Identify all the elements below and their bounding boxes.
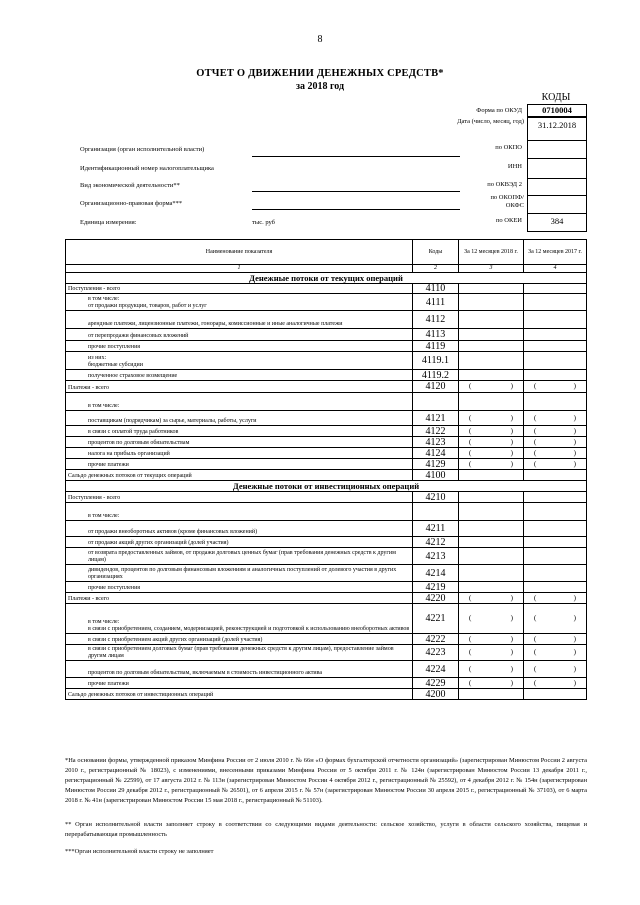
value-2018[interactable]: [459, 437, 524, 448]
row-label: поставщикам (подрядчикам) за сырье, материалы, работы, услуги: [88, 418, 257, 424]
value-2017[interactable]: [524, 565, 587, 582]
row-label: в связи с приобретением акций других организаций (долей участия): [88, 637, 263, 643]
value-2017[interactable]: [524, 661, 587, 678]
activity-field[interactable]: [252, 191, 460, 192]
row-code: 4122: [413, 426, 459, 437]
row-code: 4211: [413, 521, 459, 537]
row-code: 4221: [413, 604, 459, 634]
value-2017[interactable]: [524, 582, 587, 593]
paren-close: ): [573, 664, 576, 673]
table-row: [66, 294, 587, 311]
row-label: в том числе:: [88, 513, 120, 519]
row-label: от перепродажи финансовых вложений: [88, 333, 189, 339]
row-label-cell: [66, 329, 413, 341]
row-label-cell: [66, 341, 413, 352]
row-label: дивидендов, процентов по долговым финансовым вложениям и аналогичных поступлений от долевого участия в других организациях: [88, 567, 397, 580]
row-label-cell: [66, 294, 413, 311]
okpo-label: по ОКПО: [495, 144, 522, 151]
table-row: [66, 437, 587, 448]
row-label-cell: [66, 548, 413, 565]
row-code: 4219: [413, 582, 459, 593]
paren-open: (: [534, 664, 537, 673]
value-2018[interactable]: [459, 329, 524, 341]
row-code: 4220: [413, 593, 459, 604]
value-2017[interactable]: [524, 634, 587, 645]
row-label: от продажи акций других организаций (долей участия): [88, 540, 229, 546]
okopf-value: [528, 196, 586, 214]
table-row: [66, 521, 587, 537]
paren-close: ): [510, 593, 513, 602]
row-label-cell: [66, 411, 413, 426]
value-2017[interactable]: [524, 604, 587, 634]
table-row: [66, 492, 587, 503]
org-field[interactable]: [252, 156, 460, 157]
row-label: Платежи - всего: [68, 596, 109, 602]
row-code: 4100: [413, 470, 459, 481]
row-label: Сальдо денежных потоков от текущих операций: [68, 473, 192, 479]
row-code: 4129: [413, 459, 459, 470]
row-label: в том числе:: [88, 403, 120, 409]
value-2018[interactable]: [459, 426, 524, 437]
okud-value: 0710004: [528, 105, 586, 118]
value-2018[interactable]: [459, 448, 524, 459]
value-2017[interactable]: [524, 645, 587, 661]
value-2018[interactable]: [459, 411, 524, 426]
row-code: 4119.1: [413, 352, 459, 370]
row-code: 4112: [413, 311, 459, 329]
value-2018[interactable]: [459, 352, 524, 370]
row-code: 4212: [413, 537, 459, 548]
paren-open: (: [469, 593, 472, 602]
paren-close: ): [510, 614, 513, 622]
row-sublabel: бюджетные субсидии: [88, 362, 143, 368]
row-label: от продажи внеоборотных активов (кроме финансовых вложений): [88, 529, 258, 535]
row-label-cell: [66, 352, 413, 370]
okei-label: по ОКЕИ: [495, 217, 522, 224]
header-name: Наименование показателя: [66, 240, 413, 265]
paren-close: ): [573, 426, 576, 435]
paren-close: ): [573, 459, 576, 468]
row-label: Сальдо денежных потоков от инвестиционных операций: [68, 692, 214, 698]
row-code: 4223: [413, 645, 459, 661]
paren-open: (: [534, 634, 537, 643]
value-2017[interactable]: [524, 411, 587, 426]
table-row: [66, 311, 587, 329]
table-row: [66, 393, 587, 411]
paren-open: (: [534, 448, 537, 457]
value-2018[interactable]: [459, 393, 524, 411]
row-label-cell: [66, 582, 413, 593]
header-2017: За 12 месяцев 2017 г.: [524, 240, 587, 265]
value-2017[interactable]: [524, 341, 587, 352]
row-code: 4229: [413, 678, 459, 689]
value-2018[interactable]: [459, 311, 524, 329]
value-2017[interactable]: [524, 284, 587, 294]
paren-close: ): [510, 634, 513, 643]
paren-close: ): [510, 459, 513, 468]
row-label: полученное страховое возмещение: [88, 373, 178, 379]
row-code: 4119: [413, 341, 459, 352]
value-2017[interactable]: [524, 503, 587, 521]
report-title: ОТЧЕТ О ДВИЖЕНИИ ДЕНЕЖНЫХ СРЕДСТВ*: [196, 68, 444, 79]
value-2017[interactable]: [524, 678, 587, 689]
paren-open: (: [469, 634, 472, 643]
row-code: [413, 503, 459, 521]
paren-close: ): [510, 382, 513, 390]
paren-open: (: [534, 413, 537, 422]
table-row: [66, 645, 587, 661]
value-2018[interactable]: [459, 503, 524, 521]
inn-label: Идентификационный номер налогоплательщика: [80, 165, 214, 172]
paren-close: ): [573, 437, 576, 446]
table-row: [66, 548, 587, 565]
row-label: Платежи - всего: [68, 385, 109, 391]
paren-close: ): [573, 634, 576, 643]
paren-close: ): [573, 614, 576, 622]
row-label-cell: [66, 393, 413, 411]
value-2018[interactable]: [459, 593, 524, 604]
value-2017[interactable]: [524, 329, 587, 341]
value-2017[interactable]: [524, 448, 587, 459]
row-label: арендные платежи, лицензионные платежи, гонорары, комиссионные и иные аналогичные платежи: [88, 321, 343, 327]
row-label-cell: [66, 661, 413, 678]
row-label-cell: [66, 448, 413, 459]
row-label-cell: [66, 492, 413, 503]
value-2017[interactable]: [524, 459, 587, 470]
paren-close: ): [510, 448, 513, 457]
table-row: [66, 634, 587, 645]
section-investing: Денежные потоки от инвестиционных операций: [66, 481, 587, 492]
row-label-cell: [66, 645, 413, 661]
row-label-cell: [66, 459, 413, 470]
value-2018[interactable]: [459, 294, 524, 311]
row-code: 4111: [413, 294, 459, 311]
paren-open: (: [469, 459, 472, 468]
colnum: 3: [459, 265, 524, 273]
row-code: 4123: [413, 437, 459, 448]
section-operating: Денежные потоки от текущих операций: [66, 273, 587, 284]
paren-close: ): [573, 648, 576, 656]
value-2018[interactable]: [459, 582, 524, 593]
value-2017[interactable]: [524, 593, 587, 604]
row-code: 4121: [413, 411, 459, 426]
okved-label: по ОКВЭД 2: [487, 181, 522, 188]
cash-flow-table: [65, 239, 587, 700]
table-row: [66, 370, 587, 381]
paren-open: (: [534, 648, 537, 656]
row-code: 4119.2: [413, 370, 459, 381]
value-2017[interactable]: [524, 492, 587, 503]
paren-open: (: [534, 459, 537, 468]
paren-close: ): [510, 648, 513, 656]
row-label: из них:: [88, 355, 107, 361]
table-row: [66, 565, 587, 582]
table-row: [66, 426, 587, 437]
row-code: 4224: [413, 661, 459, 678]
paren-close: ): [573, 382, 576, 390]
paren-close: ): [573, 678, 576, 687]
report-subtitle: за 2018 год: [295, 81, 345, 92]
note-2: ** Орган исполнительной власти заполняет строку в соответствии со следующими видами деятельности: сельское хозяйство, услуги в области сельского хозяйства, пищевая и перерабатывающая промышленность: [65, 821, 587, 838]
table-row: [66, 284, 587, 294]
value-2017[interactable]: [524, 521, 587, 537]
paren-close: ): [510, 437, 513, 446]
row-label: процентов по долговым обязательствам: [88, 440, 190, 446]
table-row: [66, 689, 587, 700]
value-2018[interactable]: [459, 548, 524, 565]
colnum: 4: [524, 265, 587, 273]
table-row: [66, 381, 587, 393]
paren-open: (: [469, 382, 472, 390]
value-2018[interactable]: [459, 689, 524, 700]
header-2018: За 12 месяцев 2018 г.: [459, 240, 524, 265]
paren-open: (: [534, 678, 537, 687]
value-2018[interactable]: [459, 565, 524, 582]
value-2017[interactable]: [524, 537, 587, 548]
row-label: прочие платежи: [88, 681, 129, 687]
legal-form-field[interactable]: [252, 209, 460, 210]
table-row: [66, 411, 587, 426]
row-code: 4200: [413, 689, 459, 700]
value-2017[interactable]: [524, 381, 587, 393]
row-sublabel: в связи с приобретением, созданием, модернизацией, реконструкцией и подготовкой к использованию внеоборотных активов: [88, 626, 410, 632]
row-label-cell: [66, 537, 413, 548]
row-label: Поступления - всего: [68, 495, 121, 501]
table-row: [66, 329, 587, 341]
unit-value: тыс. руб: [252, 219, 275, 226]
value-2018[interactable]: [459, 284, 524, 294]
row-label-cell: [66, 604, 413, 634]
table-row: [66, 604, 587, 634]
table-row: [66, 593, 587, 604]
table-row: [66, 459, 587, 470]
paren-close: ): [510, 426, 513, 435]
note-3: ***Орган исполнительной власти строку не заполняет: [65, 848, 214, 855]
inn-code-label: ИНН: [507, 163, 522, 170]
investing-rows: [66, 492, 587, 700]
org-label: Организация (орган исполнительной власти): [80, 146, 205, 153]
row-label-cell: [66, 593, 413, 604]
value-2018[interactable]: [459, 381, 524, 393]
paren-close: ): [510, 413, 513, 422]
row-code: 4213: [413, 548, 459, 565]
row-label-cell: [66, 565, 413, 582]
value-2017[interactable]: [524, 370, 587, 381]
paren-close: ): [573, 593, 576, 602]
table-row: [66, 341, 587, 352]
date-label: Дата (число, месяц, год): [457, 118, 524, 125]
row-label-cell: [66, 311, 413, 329]
header-code: Коды: [413, 240, 459, 265]
row-label-cell: [66, 284, 413, 294]
paren-open: (: [534, 426, 537, 435]
row-label: в связи с оплатой труда работников: [88, 429, 179, 435]
row-label-cell: [66, 689, 413, 700]
row-label: прочие поступления: [88, 585, 141, 591]
row-code: 4210: [413, 492, 459, 503]
row-label-cell: [66, 503, 413, 521]
row-label-cell: [66, 426, 413, 437]
value-2018[interactable]: [459, 661, 524, 678]
okved-value: [528, 179, 586, 196]
table-row: [66, 470, 587, 481]
value-2018[interactable]: [459, 341, 524, 352]
unit-label: Единица измерения:: [80, 219, 137, 226]
paren-close: ): [510, 664, 513, 673]
table-row: [66, 503, 587, 521]
row-label-cell: [66, 521, 413, 537]
paren-open: (: [469, 413, 472, 422]
value-2017[interactable]: [524, 426, 587, 437]
row-label: в связи с приобретением долговых бумаг (прав требования денежных средств к другим лицам), предоставление займов другим лицам: [88, 646, 394, 659]
activity-label: Вид экономической деятельности**: [80, 182, 180, 189]
paren-close: ): [573, 448, 576, 457]
value-2018[interactable]: [459, 645, 524, 661]
value-2018[interactable]: [459, 492, 524, 503]
row-label-cell: [66, 381, 413, 393]
codes-header: КОДЫ: [541, 92, 571, 103]
value-2018[interactable]: [459, 459, 524, 470]
table-row: [66, 661, 587, 678]
paren-open: (: [534, 593, 537, 602]
row-label: в том числе:: [88, 619, 120, 625]
date-value: 31.12.2018: [528, 118, 586, 141]
paren-open: (: [469, 614, 472, 622]
row-label-cell: [66, 678, 413, 689]
row-label: прочие поступления: [88, 344, 141, 350]
row-code: 4222: [413, 634, 459, 645]
row-sublabel: от продажи продукции, товаров, работ и услуг: [88, 303, 207, 309]
paren-close: ): [573, 413, 576, 422]
colnum: 2: [413, 265, 459, 273]
table-row: [66, 678, 587, 689]
okei-value: 384: [550, 216, 564, 226]
row-code: 4110: [413, 284, 459, 294]
paren-open: (: [469, 437, 472, 446]
paren-close: ): [510, 678, 513, 687]
row-label-cell: [66, 437, 413, 448]
row-code: 4124: [413, 448, 459, 459]
value-2017[interactable]: [524, 352, 587, 370]
value-2018[interactable]: [459, 678, 524, 689]
okpo-value: [528, 141, 586, 159]
row-code: [413, 393, 459, 411]
row-code: 4214: [413, 565, 459, 582]
value-2017[interactable]: [524, 393, 587, 411]
paren-open: (: [534, 382, 537, 390]
row-label-cell: [66, 370, 413, 381]
row-label: процентов по долговым обязательствам, включаемым в стоимость инвестиционного актива: [88, 670, 322, 676]
value-2018[interactable]: [459, 370, 524, 381]
value-2018[interactable]: [459, 537, 524, 548]
row-label-cell: [66, 470, 413, 481]
paren-open: (: [469, 648, 472, 656]
value-2017[interactable]: [524, 689, 587, 700]
okud-label: Форма по ОКУД: [476, 107, 522, 114]
row-label: от возврата предоставленных займов, от продажи долговых ценных бумаг (прав требования денежных средств к другим лицам): [88, 550, 396, 563]
paren-open: (: [469, 426, 472, 435]
value-2018[interactable]: [459, 604, 524, 634]
legal-form-label: Организационно-правовая форма***: [80, 200, 183, 207]
operating-rows: [66, 284, 587, 481]
table-row: [66, 537, 587, 548]
row-label: прочие платежи: [88, 462, 129, 468]
codes-box: [527, 104, 587, 232]
page-number: 8: [317, 34, 323, 45]
row-label: налога на прибыль организаций: [88, 451, 170, 457]
colnum: 1: [66, 265, 413, 273]
table-row: [66, 448, 587, 459]
row-label: Поступления - всего: [68, 286, 121, 292]
value-2018[interactable]: [459, 470, 524, 481]
note-1: *На основании формы, утвержденной приказом Минфина России от 2 июля 2010 г. № 66н «О формах бухгалтерской отчетности организаций» (зарегистрирован Минюстом России 2 августа 2010 г., регистрационный № 18023), с изменениями, внесенными приказами Минфина России от 5 октября 2011 г. № 124н (зарегистрирован Минюстом России 13 декабря 2011 г., регистрационный № 22599), от 17 августа 2012 г. № 113н (зарегистрирован Минюстом России 4 октября 2012 г., регистрационный № 25592), от 4 декабря 2012 г. № 154н (зарегистрирован Минюстом России 29 декабря 2012 г., регистрационный № 26501), от 6 апреля 2015 г. № 57н (зарегистрирован Минюстом России 30 апреля 2015 г., регистрационный № 37103), от 6 марта 2018 г. № 41н (зарегистрирован Минюстом России 15 мая 2018 г., регистрационный № 51103).: [65, 757, 587, 804]
value-2017[interactable]: [524, 294, 587, 311]
value-2017[interactable]: [524, 470, 587, 481]
paren-open: (: [469, 448, 472, 457]
paren-open: (: [534, 614, 537, 622]
okopf-label: по ОКОПФ/ ОКФС: [490, 194, 524, 209]
row-label: в том числе:: [88, 296, 120, 302]
row-code: 4113: [413, 329, 459, 341]
paren-open: (: [469, 664, 472, 673]
value-2017[interactable]: [524, 437, 587, 448]
row-label-cell: [66, 634, 413, 645]
inn-value: [528, 159, 586, 179]
value-2017[interactable]: [524, 311, 587, 329]
row-code: 4120: [413, 381, 459, 393]
paren-open: (: [469, 678, 472, 687]
table-row: [66, 352, 587, 370]
paren-open: (: [534, 437, 537, 446]
table-row: [66, 582, 587, 593]
value-2018[interactable]: [459, 634, 524, 645]
value-2018[interactable]: [459, 521, 524, 537]
value-2017[interactable]: [524, 548, 587, 565]
